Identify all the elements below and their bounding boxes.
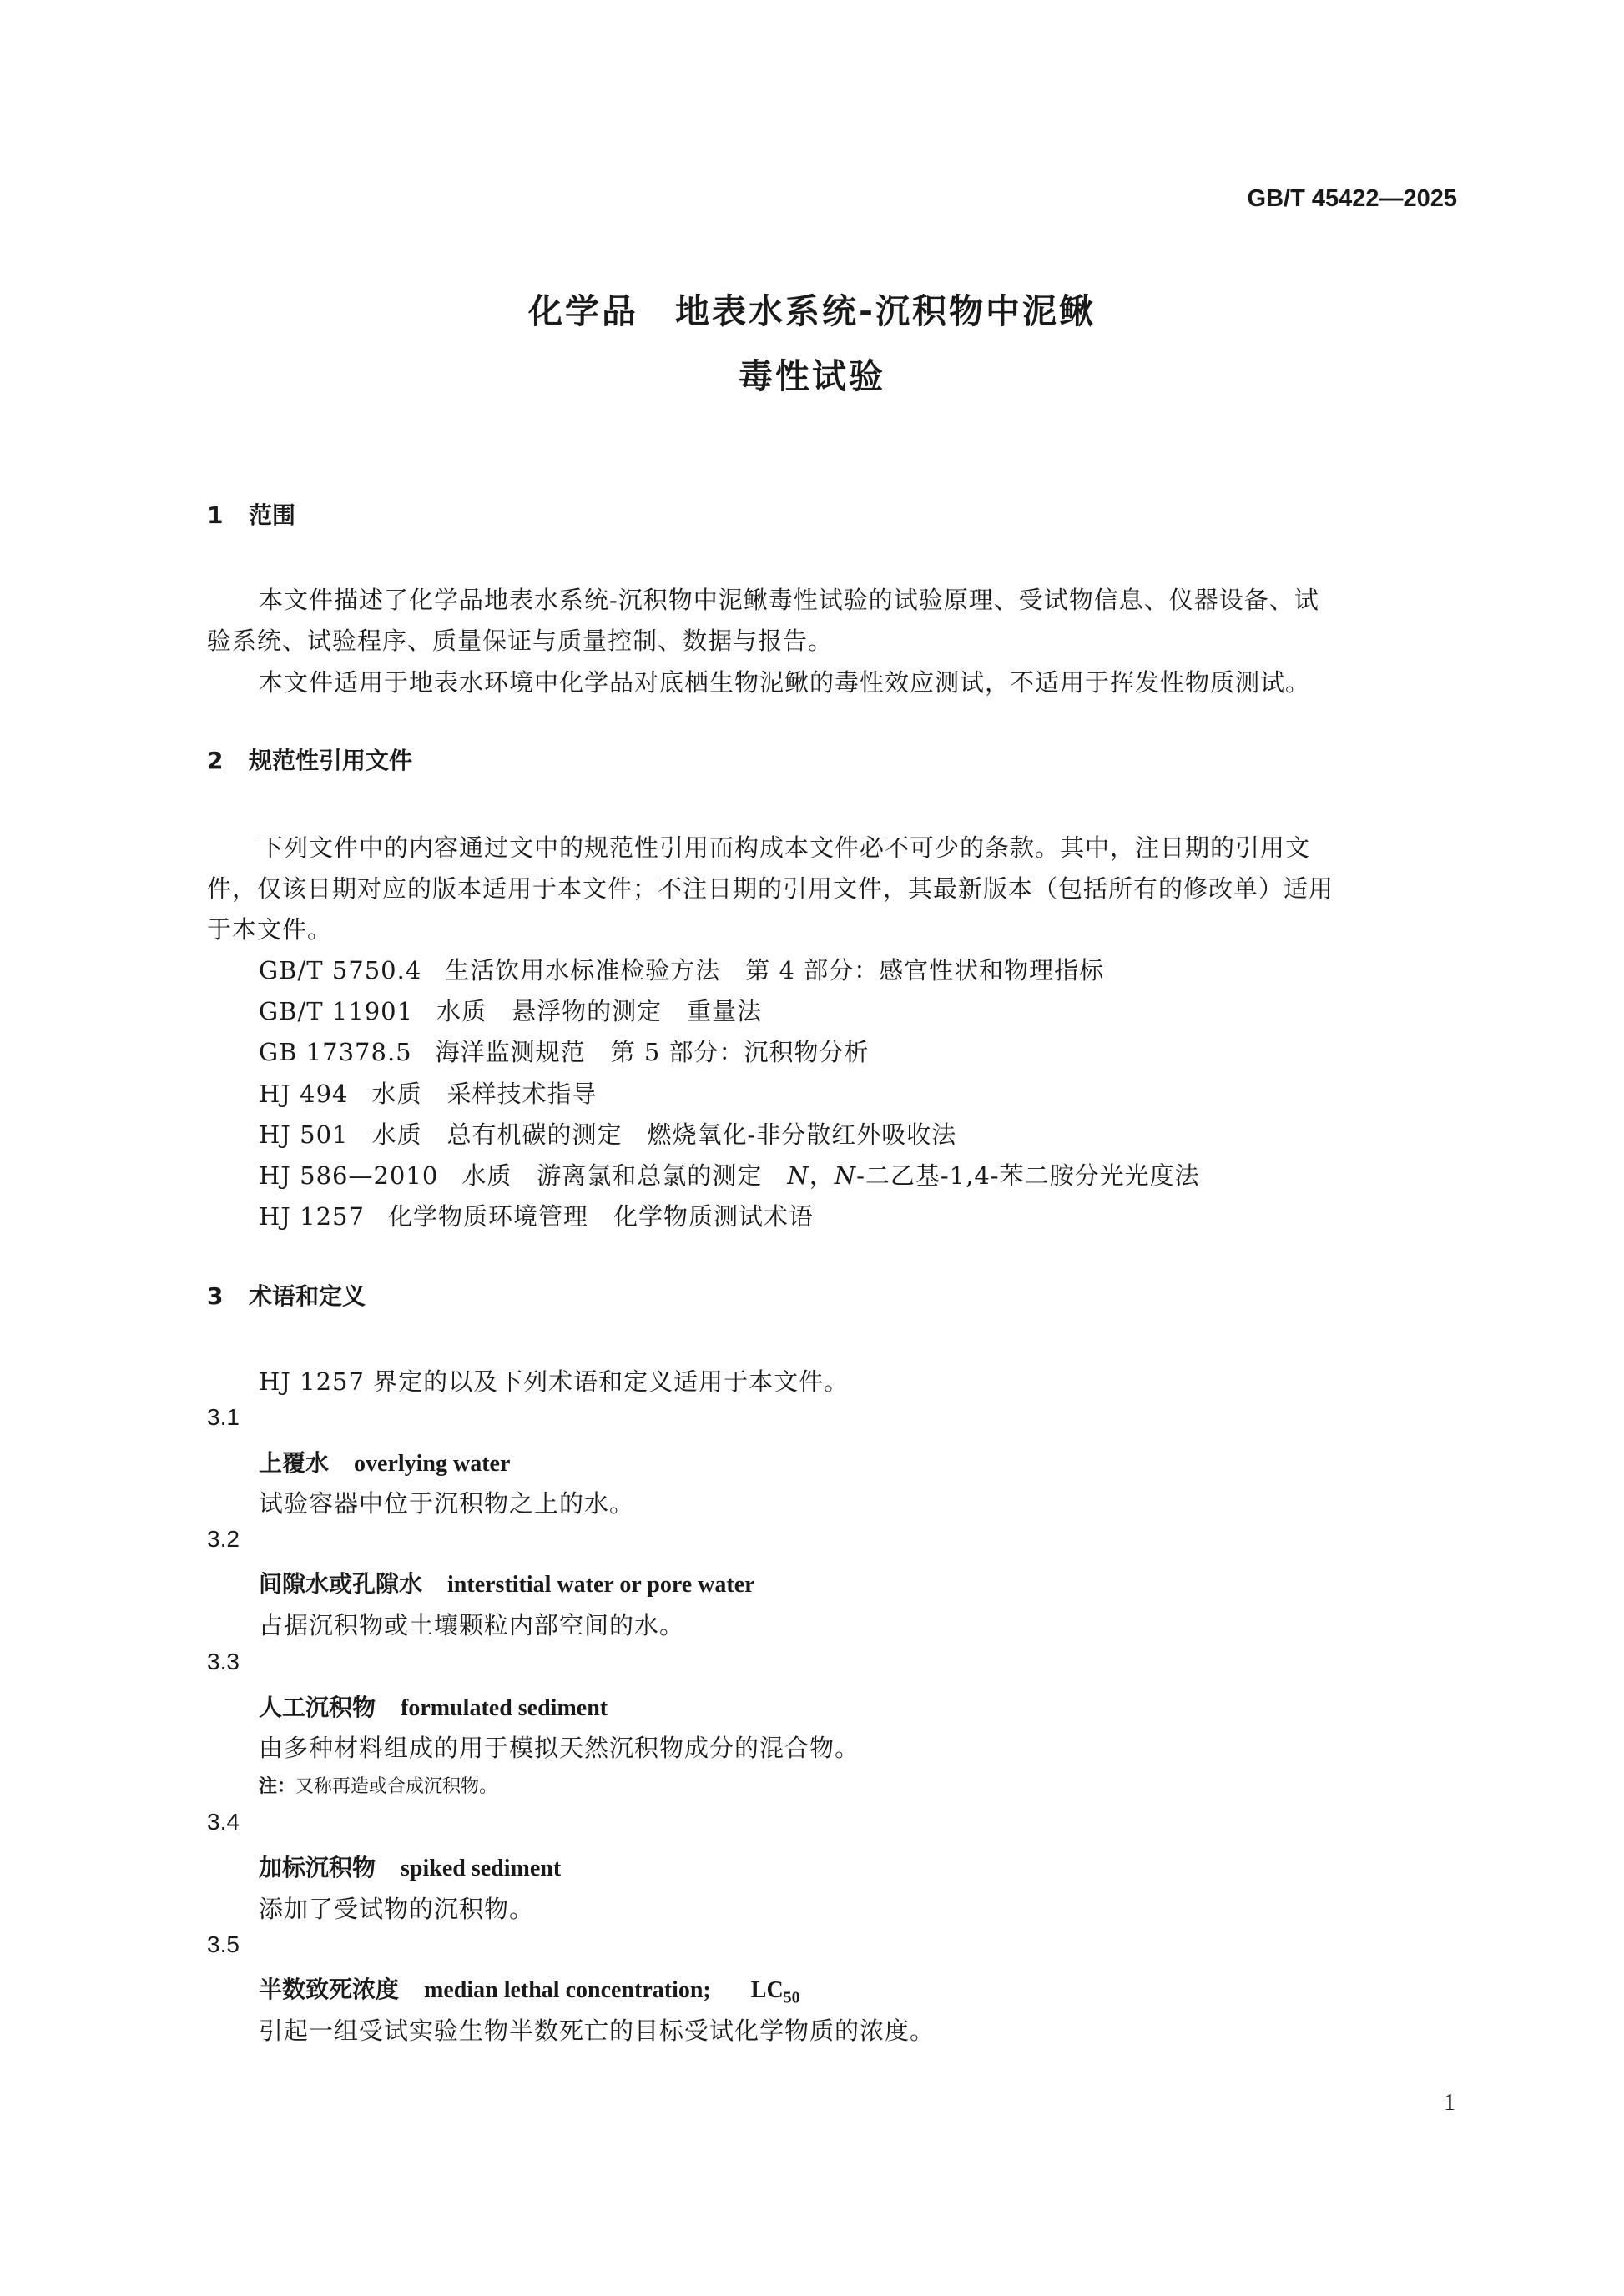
term-zh: 半数致死浓度	[259, 1976, 400, 2003]
reference-code: HJ 494	[259, 1080, 349, 1108]
reference-item	[259, 1116, 956, 1151]
term-number: 3.2	[207, 1526, 240, 1552]
term-en: formulated sediment	[401, 1695, 608, 1721]
term-abbreviation	[750, 1977, 800, 2007]
term-en: overlying water	[354, 1451, 511, 1477]
abbr-text: LC	[750, 1977, 784, 2003]
term-zh: 人工沉积物	[259, 1694, 376, 1721]
reference-item	[259, 1075, 598, 1110]
term-en: spiked sediment	[401, 1855, 562, 1881]
paragraph: 件，仅该日期对应的版本适用于本文件；不注日期的引用文件，其最新版本（包括所有的修改单）适用	[207, 874, 1334, 903]
reference-item	[259, 1034, 870, 1068]
paragraph: 本文件描述了化学品地表水系统-沉积物中泥鳅毒性试验的试验原理、受试物信息、仪器设备、试	[259, 586, 1319, 614]
reference-title: ，	[809, 1161, 835, 1190]
term-heading	[259, 1689, 608, 1723]
section-title: 规范性引用文件	[249, 747, 413, 774]
paragraph: HJ 1257 界定的以及下列术语和定义适用于本文件。	[259, 1367, 850, 1396]
term-definition: 由多种材料组成的用于模拟天然沉积物成分的混合物。	[259, 1734, 860, 1762]
reference-title-italic: N	[787, 1161, 809, 1190]
term-en: interstitial water or pore water	[447, 1572, 755, 1598]
term-heading	[259, 1445, 510, 1478]
reference-item	[259, 1198, 814, 1232]
reference-code: HJ 501	[259, 1120, 349, 1149]
page-number: 1	[1444, 2090, 1455, 2116]
term-heading	[259, 1566, 755, 1599]
section-3-heading	[207, 1278, 366, 1312]
paragraph: 下列文件中的内容通过文中的规范性引用而构成本文件必不可少的条款。其中，注日期的引用文	[259, 833, 1311, 862]
reference-code: GB/T 5750.4	[259, 956, 422, 984]
note-text: 又称再造或合成沉积物。	[295, 1776, 498, 1797]
note-label: 注：	[259, 1776, 296, 1797]
reference-title-italic: N	[834, 1161, 857, 1190]
reference-item	[259, 1157, 1200, 1191]
term-heading	[259, 1850, 561, 1883]
term-definition: 添加了受试物的沉积物。	[259, 1895, 535, 1923]
paragraph: 本文件适用于地表水环境中化学品对底栖生物泥鳅的毒性效应测试，不适用于挥发性物质测试。	[259, 668, 1311, 697]
section-number: 3	[207, 1282, 224, 1310]
reference-code: GB/T 11901	[259, 997, 414, 1025]
reference-code: HJ 586—2010	[259, 1161, 439, 1190]
section-title: 范围	[249, 501, 296, 529]
term-zh: 加标沉积物	[259, 1854, 376, 1881]
term-definition: 引起一组受试实验生物半数死亡的目标受试化学物质的浓度。	[259, 2017, 936, 2045]
paragraph: 验系统、试验程序、质量保证与质量控制、数据与报告。	[207, 627, 834, 655]
reference-item	[259, 993, 762, 1027]
term-number: 3.3	[207, 1649, 240, 1674]
term-number: 3.4	[207, 1809, 240, 1835]
reference-title: 生活饮用水标准检验方法 第 4 部分：感官性状和物理指标	[445, 956, 1105, 984]
term-number: 3.5	[207, 1931, 240, 1957]
term-en: median lethal concentration;	[424, 1977, 711, 2003]
reference-title: 水质 总有机碳的测定 燃烧氧化-非分散红外吸收法	[371, 1120, 957, 1149]
reference-title: 水质 采样技术指导	[371, 1080, 598, 1108]
term-zh: 上覆水	[259, 1449, 330, 1477]
reference-code: GB 17378.5	[259, 1038, 412, 1066]
reference-title: 化学物质环境管理 化学物质测试术语	[387, 1202, 814, 1231]
reference-code: HJ 1257	[259, 1202, 365, 1231]
reference-item	[259, 952, 1104, 986]
term-definition: 占据沉积物或土壤颗粒内部空间的水。	[259, 1611, 685, 1639]
section-title: 术语和定义	[249, 1282, 366, 1310]
standard-number: GB/T 45422—2025	[1247, 185, 1457, 212]
document-title-line-1: 化学品 地表水系统-沉积物中泥鳅	[527, 291, 1096, 331]
term-heading	[259, 1971, 800, 2008]
reference-title: -二乙基-1,4-苯二胺分光光度法	[856, 1161, 1200, 1190]
term-number: 3.1	[207, 1404, 240, 1430]
term-definition: 试验容器中位于沉积物之上的水。	[259, 1489, 635, 1518]
abbr-subscript: 50	[783, 1988, 800, 2007]
term-note	[259, 1772, 497, 1798]
paragraph: 于本文件。	[207, 915, 333, 944]
reference-title: 水质 游离氯和总氯的测定	[461, 1161, 788, 1190]
document-title-line-2: 毒性试验	[739, 356, 885, 396]
reference-title: 海洋监测规范 第 5 部分：沉积物分析	[435, 1038, 870, 1066]
section-2-heading	[207, 743, 412, 776]
term-zh: 间隙水或孔隙水	[259, 1570, 423, 1598]
section-1-heading	[207, 497, 295, 531]
section-number: 2	[207, 747, 224, 774]
reference-title: 水质 悬浮物的测定 重量法	[436, 997, 763, 1025]
section-number: 1	[207, 501, 224, 529]
